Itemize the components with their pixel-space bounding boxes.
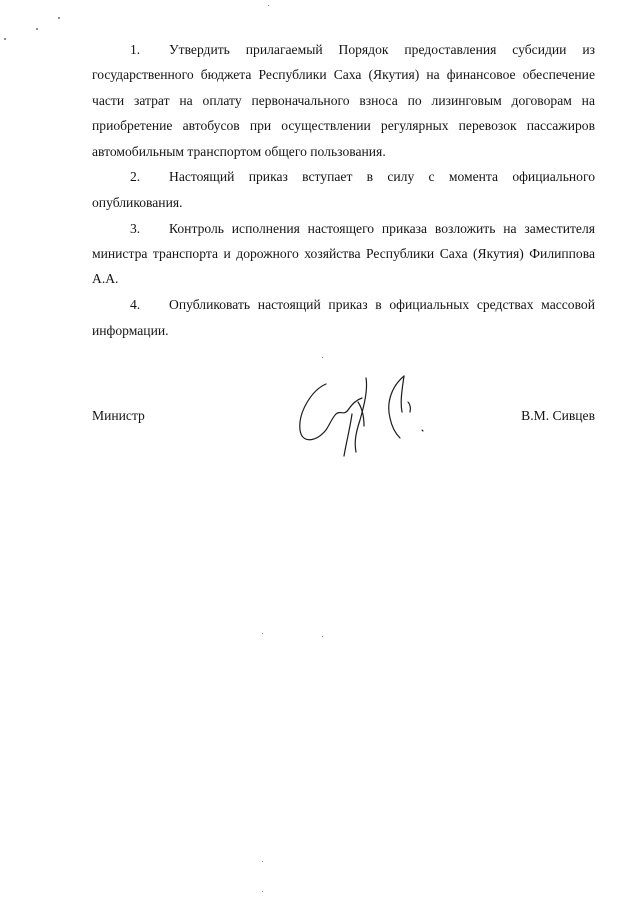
scan-speck [262, 861, 263, 862]
item-text: Настоящий приказ вступает в силу с момента официального опубликования. [92, 169, 595, 210]
scan-speck [322, 636, 323, 637]
order-items-list [92, 37, 595, 343]
item-number: 1. [130, 42, 141, 57]
scan-speck [262, 633, 263, 634]
item-text: Контроль исполнения настоящего приказа возложить на заместителя министра транспорта и дорожного хозяйства Республики Саха (Якутия) Филиппова А.А. [92, 220, 595, 287]
item-number: 4. [130, 297, 141, 313]
scan-speck [4, 38, 6, 40]
signature-block [92, 372, 595, 462]
order-item-2 [92, 164, 595, 215]
scan-speck [268, 5, 269, 6]
order-item-3 [92, 216, 595, 292]
order-item-4 [92, 292, 595, 343]
item-number: 3. [130, 220, 141, 236]
signatory-name: В.М. Сивцев [521, 408, 595, 423]
item-text: Утвердить прилагаемый Порядок предоставления субсидии из государственного бюджета Республики Саха (Якутия) на финансовое обеспечение части затрат на оплату первоначального взноса по лизинговым договорам на приобретение автобусов при осуществлении регулярных перевозок пассажиров автомобильным транспортом общего пользования. [92, 42, 595, 159]
scan-speck [322, 357, 323, 358]
item-text: Опубликовать настоящий приказ в официальных средствах массовой информации. [92, 297, 595, 338]
scan-speck [262, 891, 263, 892]
item-number: 2. [130, 169, 141, 185]
signatory-title: Министр [92, 408, 145, 423]
order-item-1 [92, 37, 595, 164]
scan-speck [36, 28, 38, 30]
scan-speck [58, 17, 60, 19]
handwritten-signature [292, 372, 442, 462]
